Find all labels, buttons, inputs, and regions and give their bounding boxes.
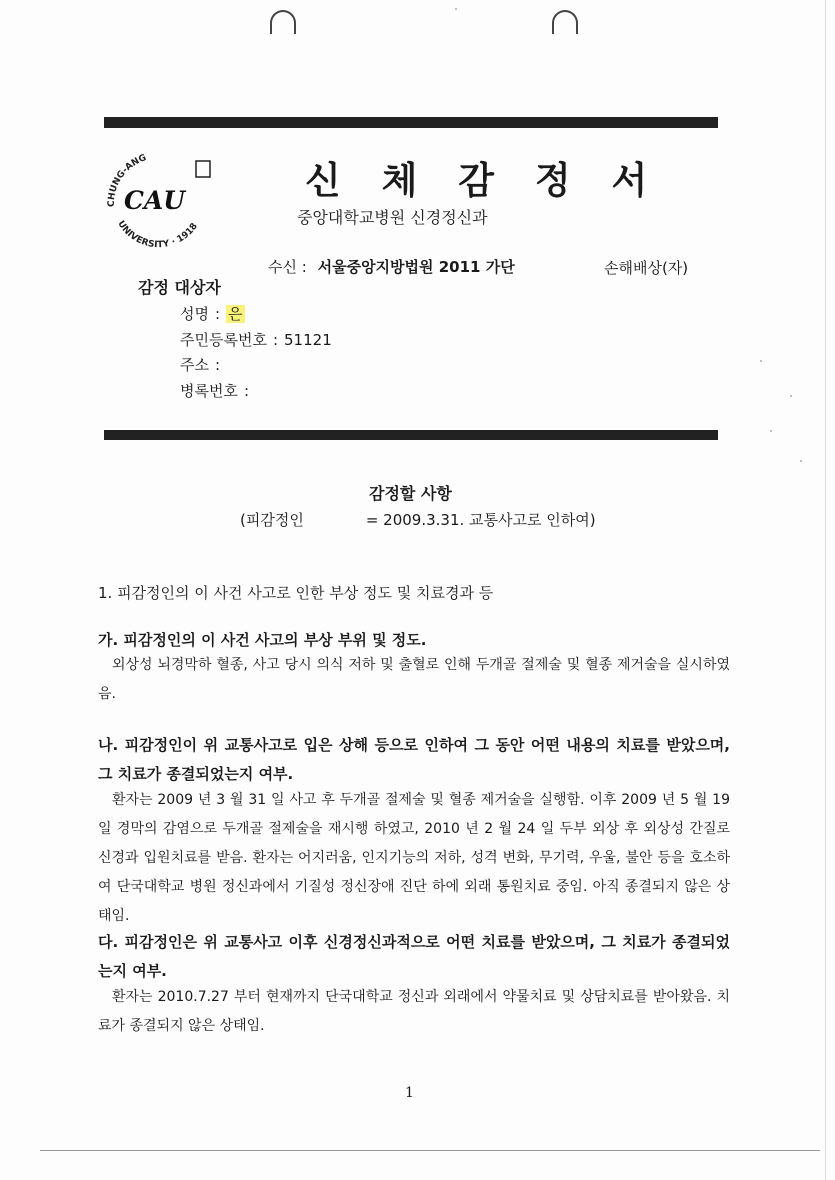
matters-subtitle-start: (피감정인 <box>240 511 304 529</box>
recipient-label: 수신 : <box>268 258 307 276</box>
section-ga-text: 외상성 뇌경막하 혈종, 사고 당시 의식 저하 및 출혈로 인해 두개골 절제술 및 혈종 제거술을 실시하였음. <box>98 657 730 702</box>
subject-heading: 감정 대상자 <box>138 278 221 297</box>
section-1-title: 1. 피감정인의 이 사건 사고로 인한 부상 정도 및 치료경과 등 <box>98 584 494 602</box>
section-da-text: 환자는 2010.7.27 부터 현재까지 단국대학교 정신과 외래에서 약물치료 및 상담치료를 받아왔음. 치료가 종결되지 않은 상태임. <box>98 989 730 1034</box>
field-label: 주민등록번호 <box>180 331 267 349</box>
scan-right-edge <box>825 0 826 1180</box>
section-da-title <box>98 928 730 986</box>
scan-speck <box>455 8 457 10</box>
matters-subtitle <box>240 509 596 530</box>
scan-speck <box>770 430 772 432</box>
seal-ring-text-bottom: UNIVERSITY · 1918 <box>115 219 200 251</box>
header-bottom-rule <box>104 430 718 440</box>
section-da-body <box>98 983 730 1041</box>
recipient-value: 서울중앙지방법원 2011 가단 <box>317 258 515 276</box>
matters-title: 감정할 사항 <box>369 484 452 503</box>
seal-ring-text-top: CHUNG-ANG <box>106 153 148 208</box>
seal-monogram: CAU <box>124 186 186 215</box>
subject-record-number-field: 병록번호 : <box>180 382 250 400</box>
binder-hole-left <box>270 10 296 34</box>
scan-speck <box>800 460 802 462</box>
scan-speck <box>760 360 762 362</box>
recipient-line <box>268 256 515 277</box>
binder-hole-right <box>552 10 578 34</box>
field-label: 성명 <box>180 305 209 323</box>
field-value: 은 <box>228 305 243 323</box>
university-seal-logo <box>100 143 218 261</box>
document-title: 신 체 감 정 서 <box>305 159 662 202</box>
section-da-title-text: 다. 피감정인은 위 교통사고 이후 신경정신과적으로 어떤 치료를 받았으며, 그 치료가 종결되었는지 여부. <box>98 933 730 980</box>
section-na-text: 환자는 2009 년 3 월 31 일 사고 후 두개골 절제술 및 혈종 제거술을 실행함. 이후 2009 년 5 월 19 일 경막의 감염으로 두개골 절제술을 재시행 하였고, 2010 년 2 월 24 일 두부 외상 후 외상성 간질로 신경과 입원치료를 받음. 환자는 어지러움, 인지기능의 저하, 성격 변화, 무기력, 우울, 불안 등을 호소하여 단국대학교 병원 정신과에서 기질성 정신장애 진단 하에 외래 통원치료 중임. 아직 종결되지 않은 상태임. <box>98 792 730 924</box>
field-value: 51121 <box>284 331 332 349</box>
subject-resident-number-field: 주민등록번호 : 51121 <box>180 331 332 349</box>
scan-bottom-edge <box>40 1150 820 1151</box>
page-number: 1 <box>405 1085 414 1101</box>
field-label: 병록번호 <box>180 382 238 400</box>
section-na-title <box>98 731 730 789</box>
subject-name-field: 성명 : 은 <box>180 305 243 323</box>
section-ga-title: 가. 피감정인의 이 사건 사고의 부상 부위 및 정도. <box>98 631 427 649</box>
scan-speck <box>790 395 792 397</box>
svg-text:UNIVERSITY · 1918 <box>115 219 200 250</box>
section-ga-body <box>98 651 730 709</box>
institution-name: 중앙대학교병원 신경정신과 <box>297 208 488 227</box>
matters-subtitle-end: = 2009.3.31. 교통사고로 인하여) <box>365 511 596 529</box>
section-na-title-text: 나. 피감정인이 위 교통사고로 입은 상해 등으로 인하여 그 동안 어떤 내용의 치료를 받았으며, 그 치료가 종결되었는지 여부. <box>98 736 730 783</box>
section-na-body <box>98 786 730 931</box>
header-top-rule <box>104 117 718 128</box>
field-label: 주소 <box>180 356 209 374</box>
subject-address-field: 주소 : <box>180 356 221 374</box>
case-type: 손해배상(자) <box>604 259 689 277</box>
